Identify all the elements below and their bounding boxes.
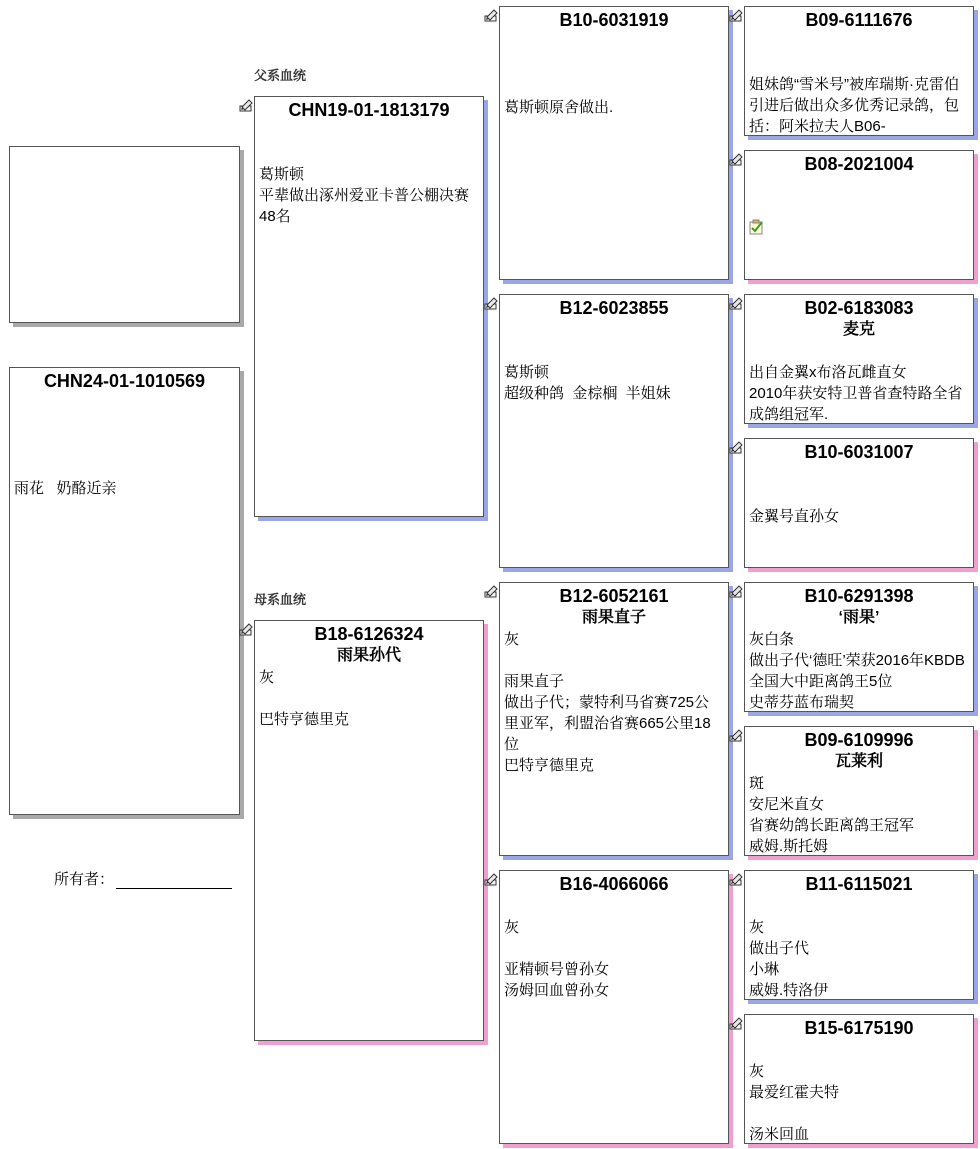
edit-dds-icon[interactable] [728,871,744,887]
edit-dd-icon[interactable] [483,871,499,887]
edit-sd-icon[interactable] [483,295,499,311]
edit-sds-icon[interactable] [728,295,744,311]
dds-ring: B11-6115021 [805,874,913,894]
dd-notes: 灰 亚精顿号曾孙女 汤姆回血曾孙女 [504,919,610,999]
ds-card[interactable] [499,582,729,856]
dds-notes: 灰 做出子代 小琳 威姆.特洛伊 [749,919,829,999]
ssd-ring: B08-2021004 [804,154,914,174]
ssd-card[interactable] [744,150,974,280]
dam-name: 雨果孙代 [336,647,401,664]
ddd-ring: B15-6175190 [804,1018,914,1038]
ddd-card[interactable] [744,1014,974,1144]
dsd-notes: 斑 安尼米直女 省赛幼鸽长距离鸽王冠军 威姆.斯托姆 [749,775,915,855]
sds-name: 麦克 [842,321,875,338]
sds-ring: B02-6183083 [804,298,914,318]
sd-card[interactable] [499,294,729,568]
sdd-card[interactable] [744,438,974,568]
photo-box [9,146,240,323]
edit-dsd-icon[interactable] [728,727,744,743]
edit-sdd-icon[interactable] [728,439,744,455]
dd-ring: B16-4066066 [559,874,669,894]
subject-notes: 雨花 奶酪近亲 [14,480,117,497]
edit-dss-icon[interactable] [728,583,744,599]
sss-notes: 姐妹鸽“雪米号”被库瑞斯·克雷伯引进后做出众多优秀记录鸽，包括：阿米拉夫人B06- [749,76,960,135]
ddd-notes: 灰 最爱红霍夫特 汤米回血 [749,1063,840,1143]
ds-name: 雨果直子 [581,609,646,626]
dam-line-label: 母系血统 [254,592,307,607]
edit-ss-icon[interactable] [483,7,499,23]
edit-sire-icon[interactable] [238,97,254,113]
sire-ring: CHN19-01-1813179 [288,100,450,120]
dss-name: ‘雨果’ [838,609,880,626]
sss-card[interactable] [744,6,974,136]
edit-dam-icon[interactable] [238,621,254,637]
dss-notes: 灰白条 做出子代‘德旺’荣获2016年KBDB全国大中距离鸽王5位 史蒂芬蓝布瑞契 [749,631,965,711]
ds-ring: B12-6052161 [559,586,669,606]
sdd-notes: 金翼号直孙女 [749,508,840,525]
ss-card[interactable] [499,6,729,280]
ss-notes: 葛斯顿原舍做出. [504,99,614,116]
ds-notes: 灰 雨果直子 做出子代；蒙特利马省赛725公里亚军，利盟治省赛665公里18位 巴特亨德里克 [504,631,711,774]
subject-card[interactable] [9,367,240,815]
dd-card[interactable] [499,870,729,1144]
sire-card[interactable] [254,96,484,517]
sd-ring: B12-6023855 [559,298,669,318]
owner-line[interactable] [116,874,232,889]
dsd-card[interactable] [744,726,974,856]
sdd-ring: B10-6031007 [804,442,914,462]
ss-ring: B10-6031919 [559,10,669,30]
dam-card[interactable] [254,620,484,1041]
edit-ds-icon[interactable] [483,583,499,599]
dsd-name: 瓦莱利 [834,753,883,770]
subject-ring: CHN24-01-1010569 [43,371,206,391]
dss-ring: B10-6291398 [804,586,914,606]
edit-sss-icon[interactable] [728,7,744,23]
note-icon[interactable] [749,219,765,235]
dam-notes: 灰 巴特亨德里克 [259,669,350,728]
sss-ring: B09-6111676 [805,10,913,30]
sds-card[interactable] [744,294,974,424]
dss-card[interactable] [744,582,974,712]
owner-label: 所有者： [54,871,115,888]
dam-ring: B18-6126324 [314,624,424,644]
sd-notes: 葛斯顿 超级种鸽 金棕榈 半姐妹 [504,364,671,402]
sire-notes: 葛斯顿 平辈做出涿州爱亚卡普公棚决赛48名 [259,166,470,225]
dds-card[interactable] [744,870,974,1000]
sds-notes: 出自金翼x布洛瓦雌直女 2010年获安特卫普省查特路全省成鸽组冠军. [749,364,963,423]
edit-ssd-icon[interactable] [728,151,744,167]
dsd-ring: B09-6109996 [804,730,914,750]
sire-line-label: 父系血统 [254,68,307,83]
edit-ddd-icon[interactable] [728,1015,744,1031]
owner-field[interactable] [54,868,232,889]
